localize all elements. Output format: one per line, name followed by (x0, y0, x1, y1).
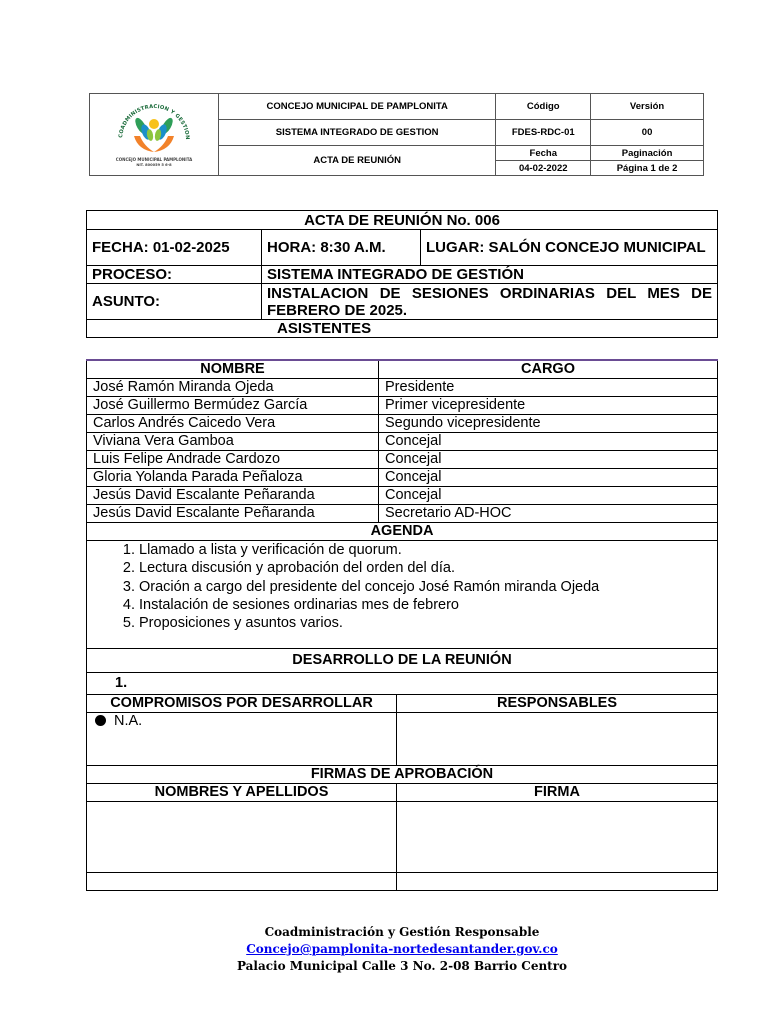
desarrollo-item: 1. (87, 673, 718, 695)
logo-caption-2: NIT. 800059 5 6-8 (136, 163, 172, 167)
asunto-value: INSTALACION DE SESIONES ORDINARIAS DEL MES DE FEBRERO DE 2025. (262, 284, 718, 320)
col-cargo: CARGO (379, 360, 718, 379)
fecha-field: FECHA: 01-02-2025 (87, 230, 262, 266)
firma-cell (397, 802, 718, 873)
table-row (87, 415, 718, 433)
system-name: SISTEMA INTEGRADO DE GESTION (218, 120, 495, 146)
acta-info-table (86, 210, 718, 338)
agenda-item: 5. Proposiciones y asuntos varios. (139, 614, 711, 632)
attendee-name: José Ramón Miranda Ojeda (87, 379, 379, 397)
footer-address: Palacio Municipal Calle 3 No. 2-08 Barrio Centro (236, 959, 568, 973)
asunto-label: ASUNTO: (87, 284, 262, 320)
firmas-title: FIRMAS DE APROBACIÓN (87, 766, 718, 784)
attendee-role: Concejal (379, 469, 718, 487)
page-footer (0, 924, 768, 975)
attendee-name: José Guillermo Bermúdez García (87, 397, 379, 415)
attendee-name: Jesús David Escalante Peñaranda (87, 487, 379, 505)
fecha-value: 04-02-2022 (496, 161, 591, 176)
attendee-name: Carlos Andrés Caicedo Vera (87, 415, 379, 433)
attendee-name: Gloria Yolanda Parada Peñaloza (87, 469, 379, 487)
version-label: Versión (591, 94, 704, 120)
acta-title: ACTA DE REUNIÓN No. 006 (87, 211, 718, 230)
firma-cell (397, 873, 718, 891)
attendee-role: Segundo vicepresidente (379, 415, 718, 433)
logo-cell (90, 94, 219, 176)
attendee-role: Secretario AD-HOC (379, 505, 718, 523)
fecha-label: Fecha (496, 146, 591, 161)
logo-caption-1: CONCEJO MUNICIPAL PAMPLONITA (115, 157, 193, 162)
col-firma: FIRMA (397, 784, 718, 802)
table-row (87, 433, 718, 451)
bullet-icon (95, 715, 106, 726)
proceso-value: SISTEMA INTEGRADO DE GESTIÓN (262, 266, 718, 284)
codigo-value: FDES-RDC-01 (496, 120, 591, 146)
lugar-field: LUGAR: SALÓN CONCEJO MUNICIPAL (421, 230, 718, 266)
logo-arc-text: COADMINISTRACION Y GESTION (118, 103, 191, 140)
attendee-name: Viviana Vera Gamboa (87, 433, 379, 451)
table-row (87, 505, 718, 523)
attendee-role: Concejal (379, 487, 718, 505)
firma-nombre-cell (87, 802, 397, 873)
agenda-title: AGENDA (87, 523, 718, 541)
col-nombre: NOMBRE (87, 360, 379, 379)
firma-nombre-cell (87, 873, 397, 891)
attendee-name: Jesús David Escalante Peñaranda (87, 505, 379, 523)
doc-type: ACTA DE REUNIÓN (218, 146, 495, 176)
agenda-item: 3. Oración a cargo del presidente del concejo José Ramón miranda Ojeda (139, 578, 711, 596)
proceso-label: PROCESO: (87, 266, 262, 284)
agenda-item: 2. Lectura discusión y aprobación del orden del día. (139, 559, 711, 577)
footer-email-link[interactable]: Concejo@pamplonita-nortedesantander.gov.co (246, 942, 558, 956)
table-row (87, 487, 718, 505)
hora-field: HORA: 8:30 A.M. (262, 230, 421, 266)
table-row (87, 379, 718, 397)
concejo-logo (94, 94, 214, 172)
agenda-item: 1. Llamado a lista y verificación de quorum. (139, 541, 711, 559)
table-row (87, 397, 718, 415)
paginacion-label: Paginación (591, 146, 704, 161)
document-header (89, 93, 704, 176)
attendee-role: Concejal (379, 451, 718, 469)
codigo-label: Código (496, 94, 591, 120)
attendee-role: Primer vicepresidente (379, 397, 718, 415)
paginacion-value: Página 1 de 2 (591, 161, 704, 176)
compromiso-cell (87, 713, 397, 766)
attendance-table (86, 359, 718, 891)
col-nombres-apellidos: NOMBRES Y APELLIDOS (87, 784, 397, 802)
col-compromisos: COMPROMISOS POR DESARROLLAR (87, 695, 397, 713)
attendee-role: Presidente (379, 379, 718, 397)
org-name: CONCEJO MUNICIPAL DE PAMPLONITA (218, 94, 495, 120)
attendee-role: Concejal (379, 433, 718, 451)
col-responsables: RESPONSABLES (397, 695, 718, 713)
asistentes-label: ASISTENTES (87, 320, 718, 338)
agenda-list (117, 541, 711, 632)
compromiso-item: N.A. (114, 713, 143, 729)
agenda-list-cell (87, 541, 718, 649)
agenda-item: 4. Instalación de sesiones ordinarias mes de febrero (139, 596, 711, 614)
footer-slogan: Coadministración y Gestión Responsable (264, 925, 540, 939)
desarrollo-title: DESARROLLO DE LA REUNIÓN (87, 649, 718, 673)
table-row (87, 451, 718, 469)
table-row (87, 469, 718, 487)
version-value: 00 (591, 120, 704, 146)
responsable-cell (397, 713, 718, 766)
attendee-name: Luis Felipe Andrade Cardozo (87, 451, 379, 469)
